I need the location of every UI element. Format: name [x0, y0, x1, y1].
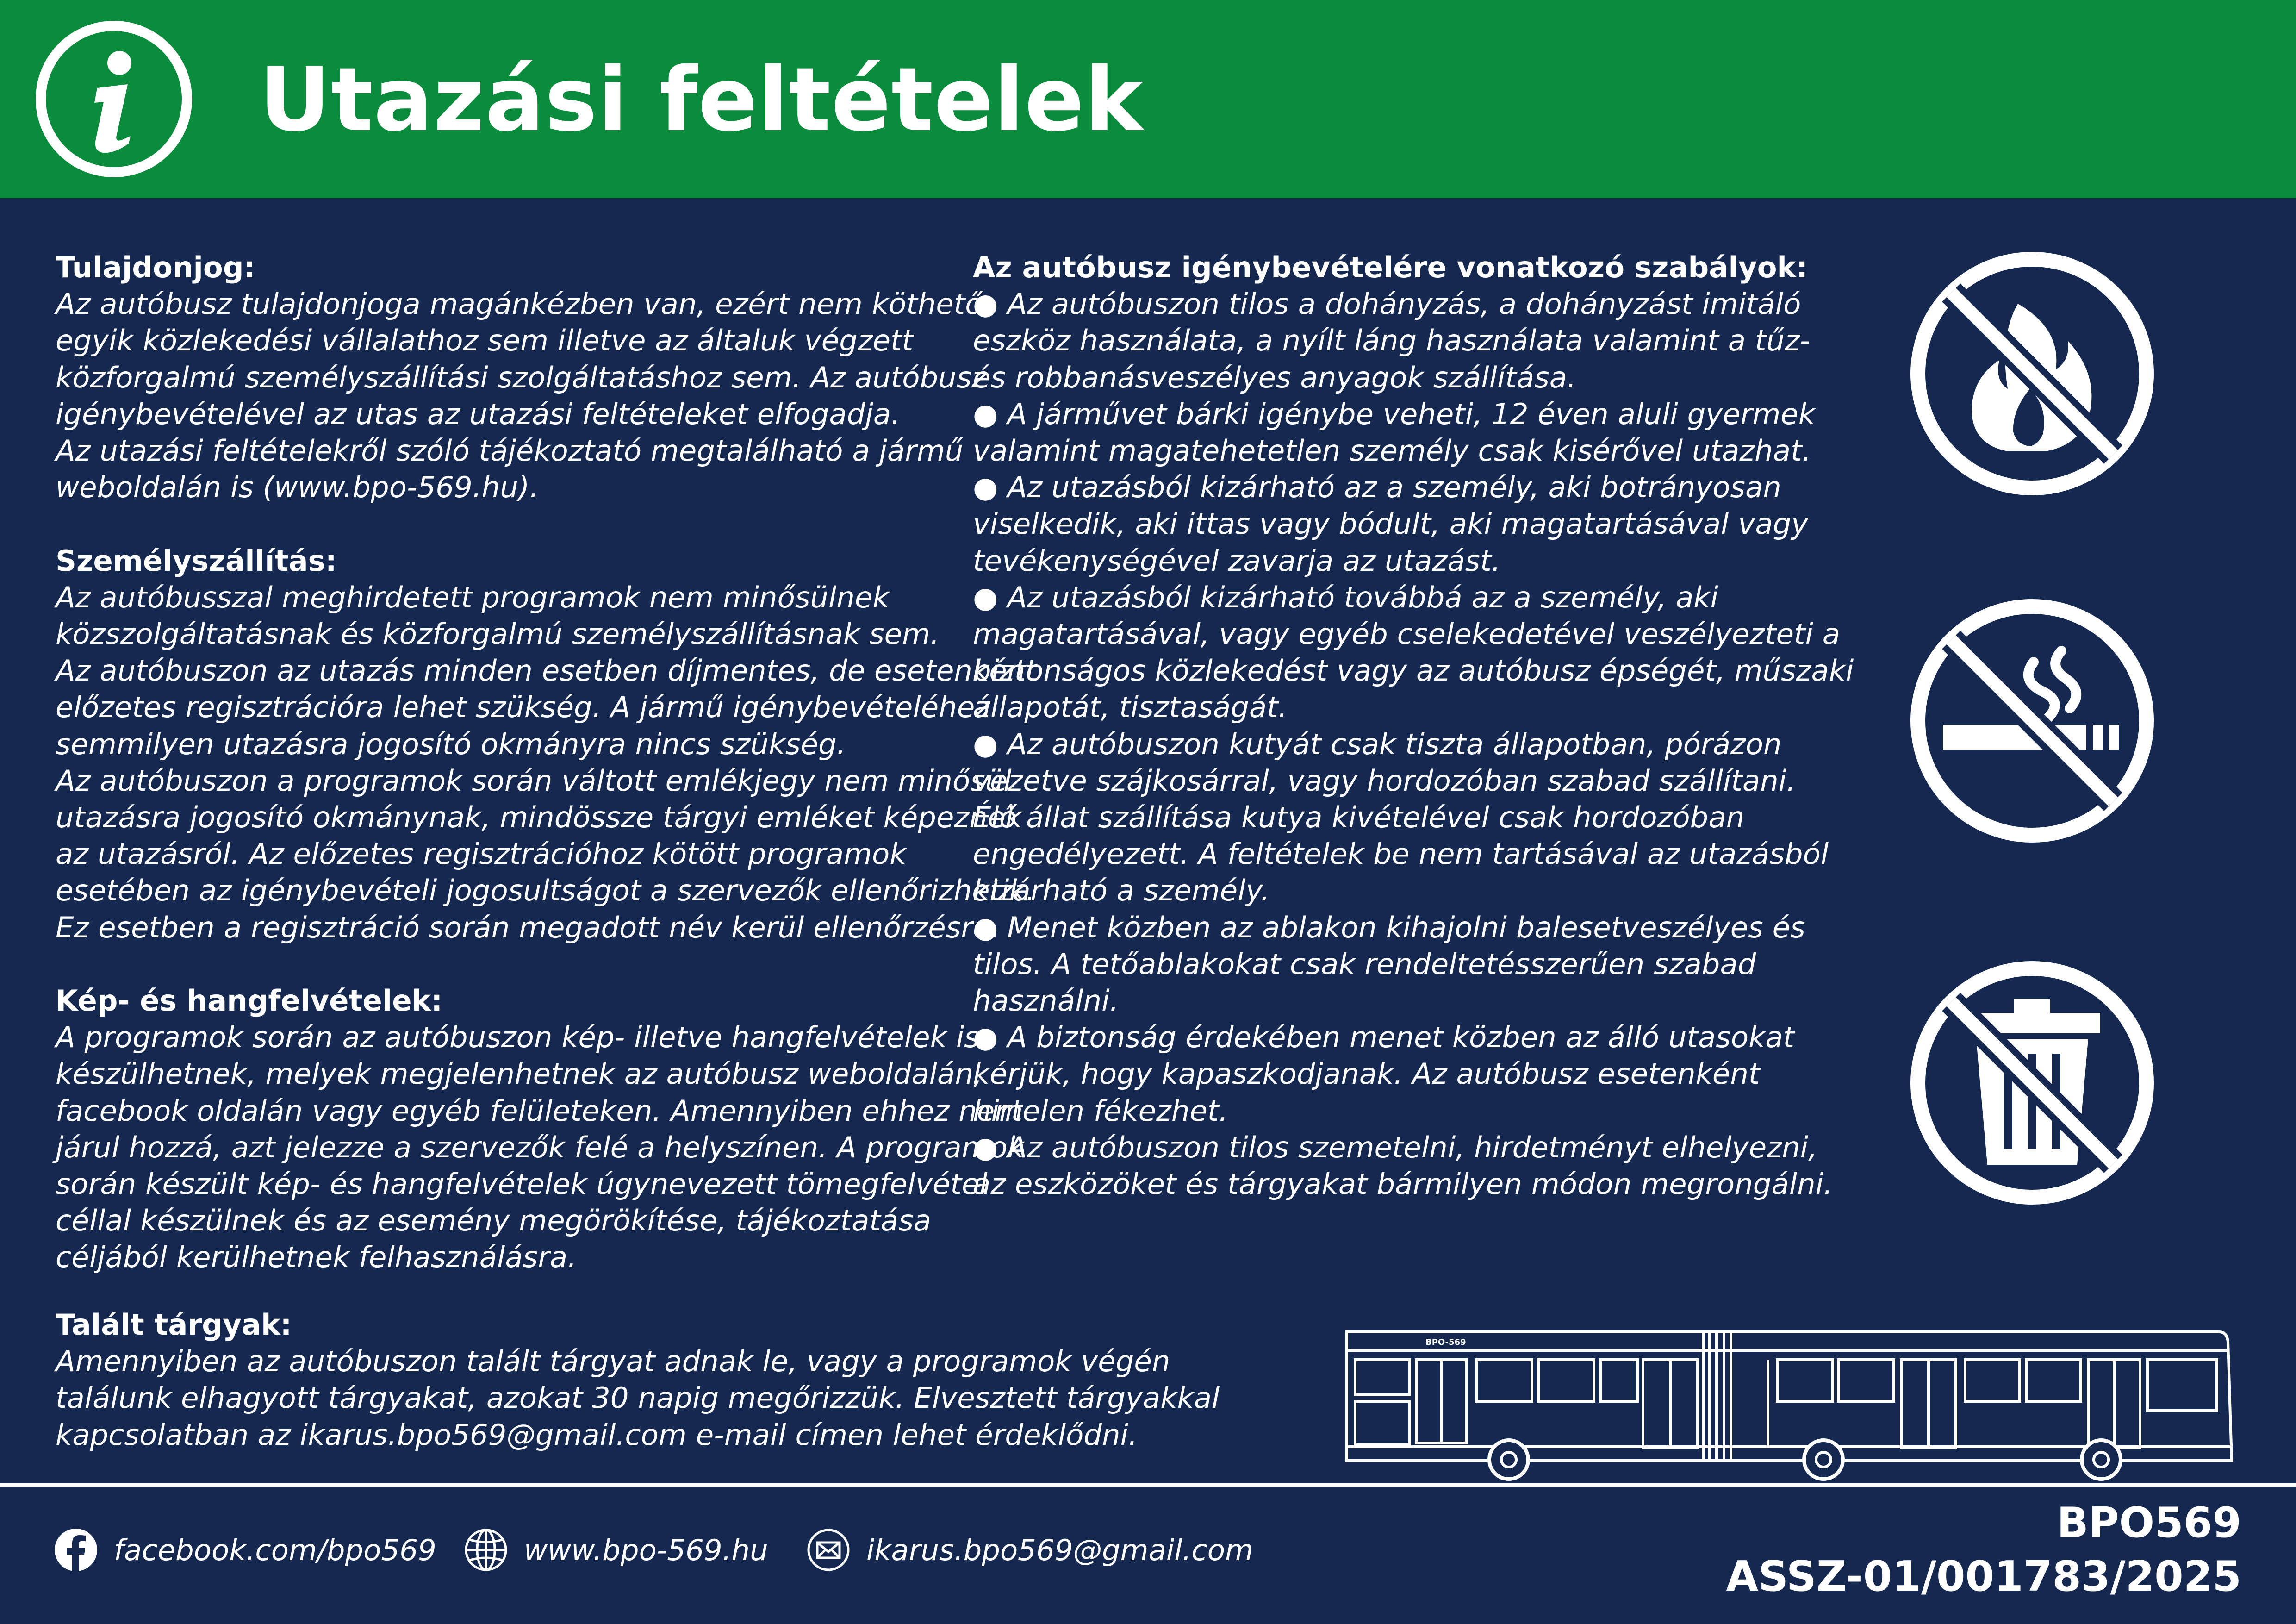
section-heading: Kép- és hangfelvételek:: [56, 984, 443, 1018]
rule-line: ● A járművet bárki igénybe veheti, 12 éven aluli gyermek: [973, 397, 1815, 431]
rule-line: kizárható a személy.: [973, 874, 1270, 908]
text-line: A programok során az autóbuszon kép- illetve hangfelvételek is: [56, 1020, 979, 1055]
rule-line: kérjük, hogy kapaszkodjanak. Az autóbusz esetenként: [973, 1057, 1760, 1091]
text-line: Az autóbusszal meghirdetett programok nem minősülnek: [56, 580, 890, 614]
rule-line: ● Az autóbuszon tilos szemetelni, hirdetményt elhelyezni,: [973, 1130, 1817, 1164]
rule-line: az eszközöket és tárgyakat bármilyen módon megrongálni.: [973, 1167, 1833, 1201]
rule-line: tevékenységével zavarja az utazást.: [973, 543, 1501, 578]
rule-line: vezetve szájkosárral, vagy hordozóban szabad szállítani.: [973, 763, 1796, 798]
email-icon: [806, 1528, 851, 1572]
rule-line: hirtelen fékezhet.: [973, 1093, 1228, 1128]
text-line: Az autóbusz tulajdonjoga magánkézben van, ezért nem köthető: [56, 287, 983, 321]
rule-line: valamint magatehetetlen személy csak kisérővel utazhat.: [973, 434, 1811, 468]
text-line: weboldalán is (www.bpo-569.hu).: [56, 470, 539, 505]
section-recordings: [56, 982, 1025, 1276]
header-bar: [0, 0, 2296, 198]
facebook-link[interactable]: [54, 1528, 436, 1572]
text-line: kapcsolatban az ikarus.bpo569@gmail.com e-mail címen lehet érdeklődni.: [56, 1418, 1138, 1452]
text-line: semmilyen utazásra jogosító okmányra nincs szükség.: [56, 727, 846, 761]
text-line: közforgalmú személyszállítási szolgáltatáshoz sem. Az autóbusz: [56, 360, 987, 394]
rule-line: használni.: [973, 984, 1119, 1018]
section-ownership: [56, 249, 987, 506]
rule-line: biztonságos közlekedést vagy az autóbusz épségét, műszaki: [973, 654, 1854, 688]
rule-line: engedélyezett. A feltételek be nem tartásával az utazásból: [973, 837, 1829, 871]
rule-line: ● Az utazásból kizárható továbbá az a személy, aki: [973, 580, 1718, 614]
facebook-text: facebook.com/bpo569: [114, 1533, 436, 1567]
email-text: ikarus.bpo569@gmail.com: [866, 1533, 1253, 1567]
rules-heading: Az autóbusz igénybevételére vonatkozó szabályok:: [973, 250, 1808, 284]
text-line: Az autóbuszon az utazás minden esetben díjmentes, de esetenként: [56, 654, 1037, 688]
rule-line: Élő állat szállítása kutya kivételével csak hordozóban: [973, 800, 1745, 835]
text-line: Ez esetben a regisztráció során megadott név kerül ellenőrzésre.: [56, 910, 1000, 944]
text-line: igénybevételével az utas az utazási feltételeket elfogadja.: [56, 397, 901, 431]
no-fire-icon: [1909, 250, 2156, 497]
text-line: utazásra jogosító okmánynak, mindössze tárgyi emléket képeznek: [56, 800, 1022, 835]
left-column: [56, 249, 1037, 1276]
rule-line: ● Az utazásból kizárható az a személy, aki botrányosan: [973, 470, 1781, 505]
globe-icon: [464, 1528, 508, 1572]
rule-line: viselkedik, aki ittas vagy bódult, aki magatartásával vagy: [973, 507, 1809, 541]
rules-column: [973, 249, 1854, 1202]
section-heading: Személyszállítás:: [56, 543, 337, 578]
text-line: készülhetnek, melyek megjelenhetnek az autóbusz weboldalán,: [56, 1057, 983, 1091]
text-line: találunk elhagyott tárgyakat, azokat 30 napig megőrizzük. Elvesztett tárgyakkal: [56, 1381, 1220, 1415]
rule-line: eszköz használata, a nyílt láng használata valamint a tűz-: [973, 324, 1811, 358]
text-line: előzetes regisztrációra lehet szükség. A jármű igénybevételéhez: [56, 690, 990, 725]
text-line: Az autóbuszon a programok során váltott emlékjegy nem minősül: [56, 763, 1012, 798]
footer-divider: [0, 1483, 2296, 1487]
section-heading: Talált tárgyak:: [56, 1308, 292, 1342]
website-link[interactable]: [464, 1528, 768, 1572]
text-line: esetében az igénybevételi jogosultságot a szervezők ellenőrizhetik.: [56, 874, 1035, 908]
text-line: közszolgáltatásnak és közforgalmú személyszállításnak sem.: [56, 617, 940, 651]
rule-line: ● Menet közben az ablakon kihajolni balesetveszélyes és: [973, 910, 1805, 944]
facebook-icon: [54, 1528, 98, 1572]
text-line: Amennyiben az autóbuszon talált tárgyat adnak le, vagy a programok végén: [56, 1344, 1170, 1379]
text-line: Az utazási feltételekről szóló tájékoztató megtalálható a jármű: [56, 434, 964, 468]
text-line: az utazásról. Az előzetes regisztrációhoz kötött programok: [56, 837, 907, 871]
no-littering-icon: [1909, 959, 2156, 1206]
bus-route-label: BPO-569: [1425, 1337, 1466, 1347]
text-line: egyik közlekedési vállalathoz sem illetve az általuk végzett: [56, 324, 914, 358]
section-passenger-transport: [56, 543, 1037, 946]
info-icon: [33, 19, 194, 180]
permit-number: ASSZ-01/001783/2025: [1726, 1552, 2241, 1601]
rule-line: állapotát, tisztaságát.: [973, 690, 1288, 725]
articulated-bus-icon: [1342, 1322, 2235, 1481]
text-line: céllal készülnek és az esemény megörökítése, tájékoztatása: [56, 1204, 932, 1238]
rule-line: ● Az autóbuszon kutyát csak tiszta állapotban, pórázon: [973, 727, 1782, 761]
page-title: Utazási feltételek: [259, 49, 1144, 151]
vehicle-id: BPO569: [2057, 1499, 2241, 1547]
rule-line: ● Az autóbuszon tilos a dohányzás, a dohányzást imitáló: [973, 287, 1801, 321]
section-heading: Tulajdonjog:: [56, 250, 255, 284]
rule-line: ● A biztonság érdekében menet közben az álló utasokat: [973, 1020, 1795, 1055]
text-line: során készült kép- és hangfelvételek úgynevezett tömegfelvétel: [56, 1167, 988, 1201]
text-line: céljából kerülhetnek felhasználásra.: [56, 1240, 577, 1274]
text-line: facebook oldalán vagy egyéb felületeken. Amennyiben ehhez nem: [56, 1093, 1023, 1128]
section-found-items: [56, 1306, 1220, 1453]
text-line: járul hozzá, azt jelezze a szervezők felé a helyszínen. A programok: [56, 1130, 1025, 1164]
no-smoking-icon: [1909, 597, 2156, 844]
rule-line: tilos. A tetőablakokat csak rendeltetésszerűen szabad: [973, 947, 1756, 981]
registration-block: [1726, 1496, 2242, 1604]
rule-line: magatartásával, vagy egyéb cselekedetével veszélyezteti a: [973, 617, 1841, 651]
website-text: www.bpo-569.hu: [524, 1533, 768, 1567]
email-link[interactable]: [806, 1528, 1253, 1572]
rule-line: és robbanásveszélyes anyagok szállítása.: [973, 360, 1576, 394]
